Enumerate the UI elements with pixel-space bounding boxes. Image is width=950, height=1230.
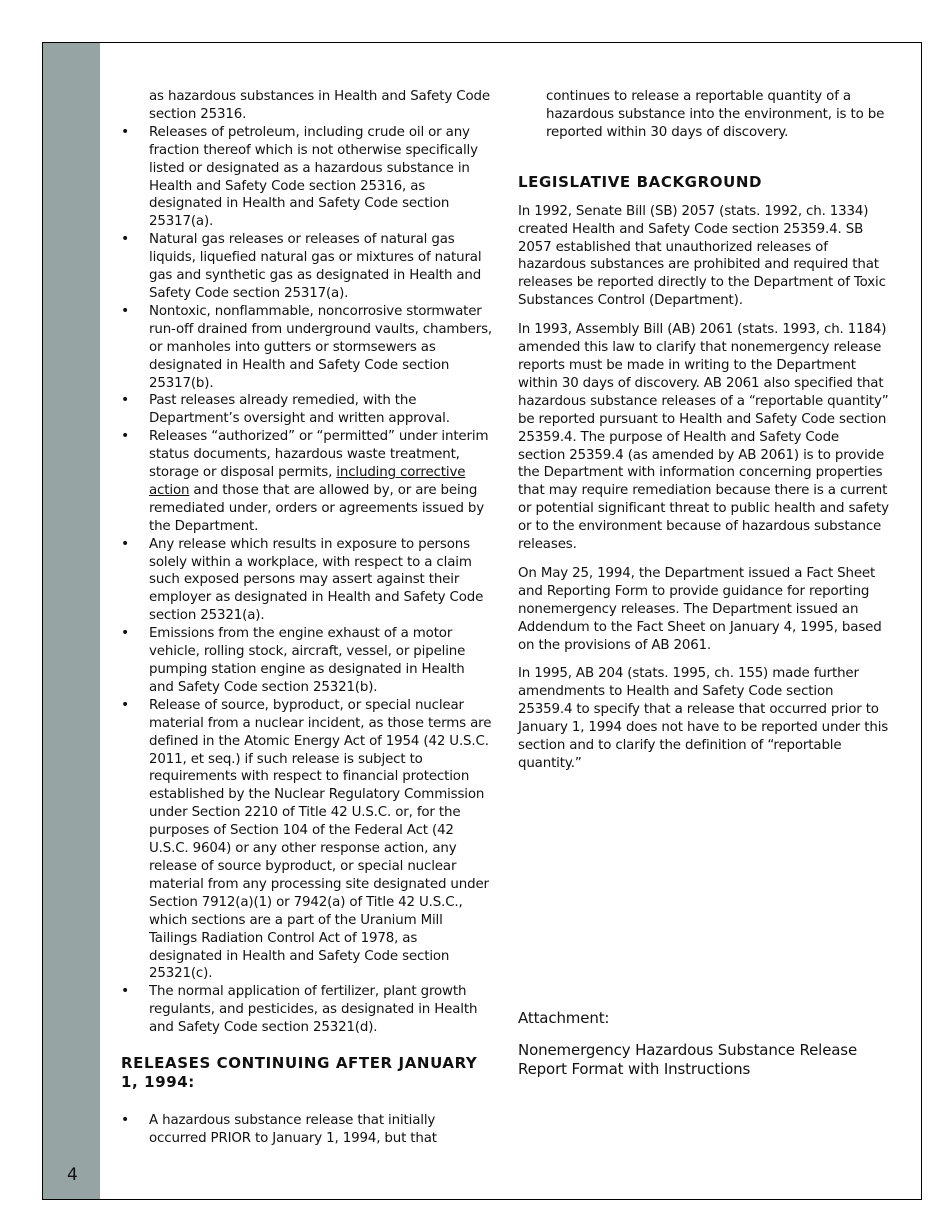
section-heading-legislative-background: LEGISLATIVE BACKGROUND — [518, 172, 763, 191]
continuing-release-list — [121, 1112, 493, 1148]
attachment-label: Attachment: — [518, 1008, 610, 1027]
left-column — [121, 88, 493, 1148]
underlined-text: including corrective action — [149, 465, 466, 498]
paragraph: In 1992, Senate Bill (SB) 2057 (stats. 1992, ch. 1334) created Health and Safety Code section 25359.4. SB 2057 established that unauthorized releases of hazardous substances are prohibited and required that releases be reported directly to the Department of Toxic Substances Control (Department). — [518, 203, 886, 309]
continued-text: as hazardous substances in Health and Safety Code section 25316. — [149, 89, 490, 122]
list-item: • Releases of petroleum, including crude oil or any fraction thereof which is not otherwise specifically listed or designated as a hazardous substance in Health and Safety Code section 25316, as designated in Health and Safety Code section 25317(a). — [121, 124, 493, 231]
paragraph: In 1995, AB 204 (stats. 1995, ch. 155) made further amendments to Health and Safety Code section 25359.4 to specify that a release that occurred prior to January 1, 1994 does not have to be reported under this section and to clarify the definition of “reportable quantity.” — [518, 666, 889, 771]
paragraph: In 1993, Assembly Bill (AB) 2061 (stats. 1993, ch. 1184) amended this law to clarify that nonemergency release reports must be made in writing to the Department within 30 days of discovery. AB 2061 also specified that hazardous substance releases of a “reportable quantity” be reported pursuant to Health and Safety Code section 25359.4. The purpose of Health and Safety Code section 25359.4 (as amended by AB 2061) is to provide the Department with information concerning properties that may require remediation because there is a current or potential significant threat to public health and safety or to the environment because of hazardous substance releases. — [518, 322, 889, 553]
section-heading-releases-continuing: RELEASES CONTINUING AFTER JANUARY 1, 1994: — [121, 1054, 478, 1092]
attachment-title: Nonemergency Hazardous Substance Release Report Format with Instructions — [518, 1040, 858, 1078]
continued-text: continues to release a reportable quantity of a hazardous substance into the environment, is to be reported within 30 days of discovery. — [546, 89, 885, 140]
list-item: • Release of source, byproduct, or special nuclear material from a nuclear incident, as those terms are defined in the Atomic Energy Act of 1954 (42 U.S.C. 2011, et seq.) if such release is subject to requirements with respect to financial protection established by the Nuclear Regulatory Commission under Section 2210 of Title 42 U.S.C. or, for the purposes of Section 104 of the Federal Act (42 U.S.C. 9604) or any other response action, any release of source byproduct, or special nuclear material from any processing site designated under Section 7912(a)(1) or 7942(a) of Title 42 U.S.C., which sections are a part of the Uranium Mill Tailings Radiation Control Act of 1978, as designated in Health and Safety Code section 25321(c). — [121, 697, 493, 984]
page-frame — [42, 42, 922, 1200]
list-item: • Emissions from the engine exhaust of a motor vehicle, rolling stock, aircraft, vessel, or pipeline pumping station engine as designated in Health and Safety Code section 25321(b). — [121, 625, 493, 697]
list-item: • Natural gas releases or releases of natural gas liquids, liquefied natural gas or mixtures of natural gas and synthetic gas as designated in Health and Safety Code section 25317(a). — [121, 231, 493, 303]
list-item — [121, 428, 493, 535]
list-item: • A hazardous substance release that initially occurred PRIOR to January 1, 1994, but that — [121, 1112, 493, 1148]
gray-sidebar — [43, 43, 100, 1199]
list-item-text: Releases “authorized” or “permitted” under interim status documents, hazardous waste treatment, storage or disposal permits, — [149, 429, 489, 481]
right-column — [518, 88, 890, 1079]
exemption-list — [121, 124, 493, 1037]
list-item: • The normal application of fertilizer, plant growth regulants, and pesticides, as designated in Health and Safety Code section 25321(d). — [121, 983, 493, 1037]
page-number: 4 — [67, 1165, 78, 1185]
list-item: • Any release which results in exposure to persons solely within a workplace, with respect to a claim such exposed persons may assert against their employer as designated in Health and Safety Code section 25321(a). — [121, 536, 493, 626]
list-item: • Past releases already remedied, with the Department’s oversight and written approval. — [121, 392, 493, 428]
list-item: • Nontoxic, nonflammable, noncorrosive stormwater run-off drained from underground vaults, chambers, or manholes into gutters or stormsewers as designated in Health and Safety Code section 25317(b). — [121, 303, 493, 393]
list-item-text: and those that are allowed by, or are being remediated under, orders or agreements issued by the Department. — [149, 482, 485, 534]
paragraph: On May 25, 1994, the Department issued a Fact Sheet and Reporting Form to provide guidance for reporting nonemergency releases. The Department issued an Addendum to the Fact Sheet on January 4, 1995, based on the provisions of AB 2061. — [518, 565, 882, 653]
